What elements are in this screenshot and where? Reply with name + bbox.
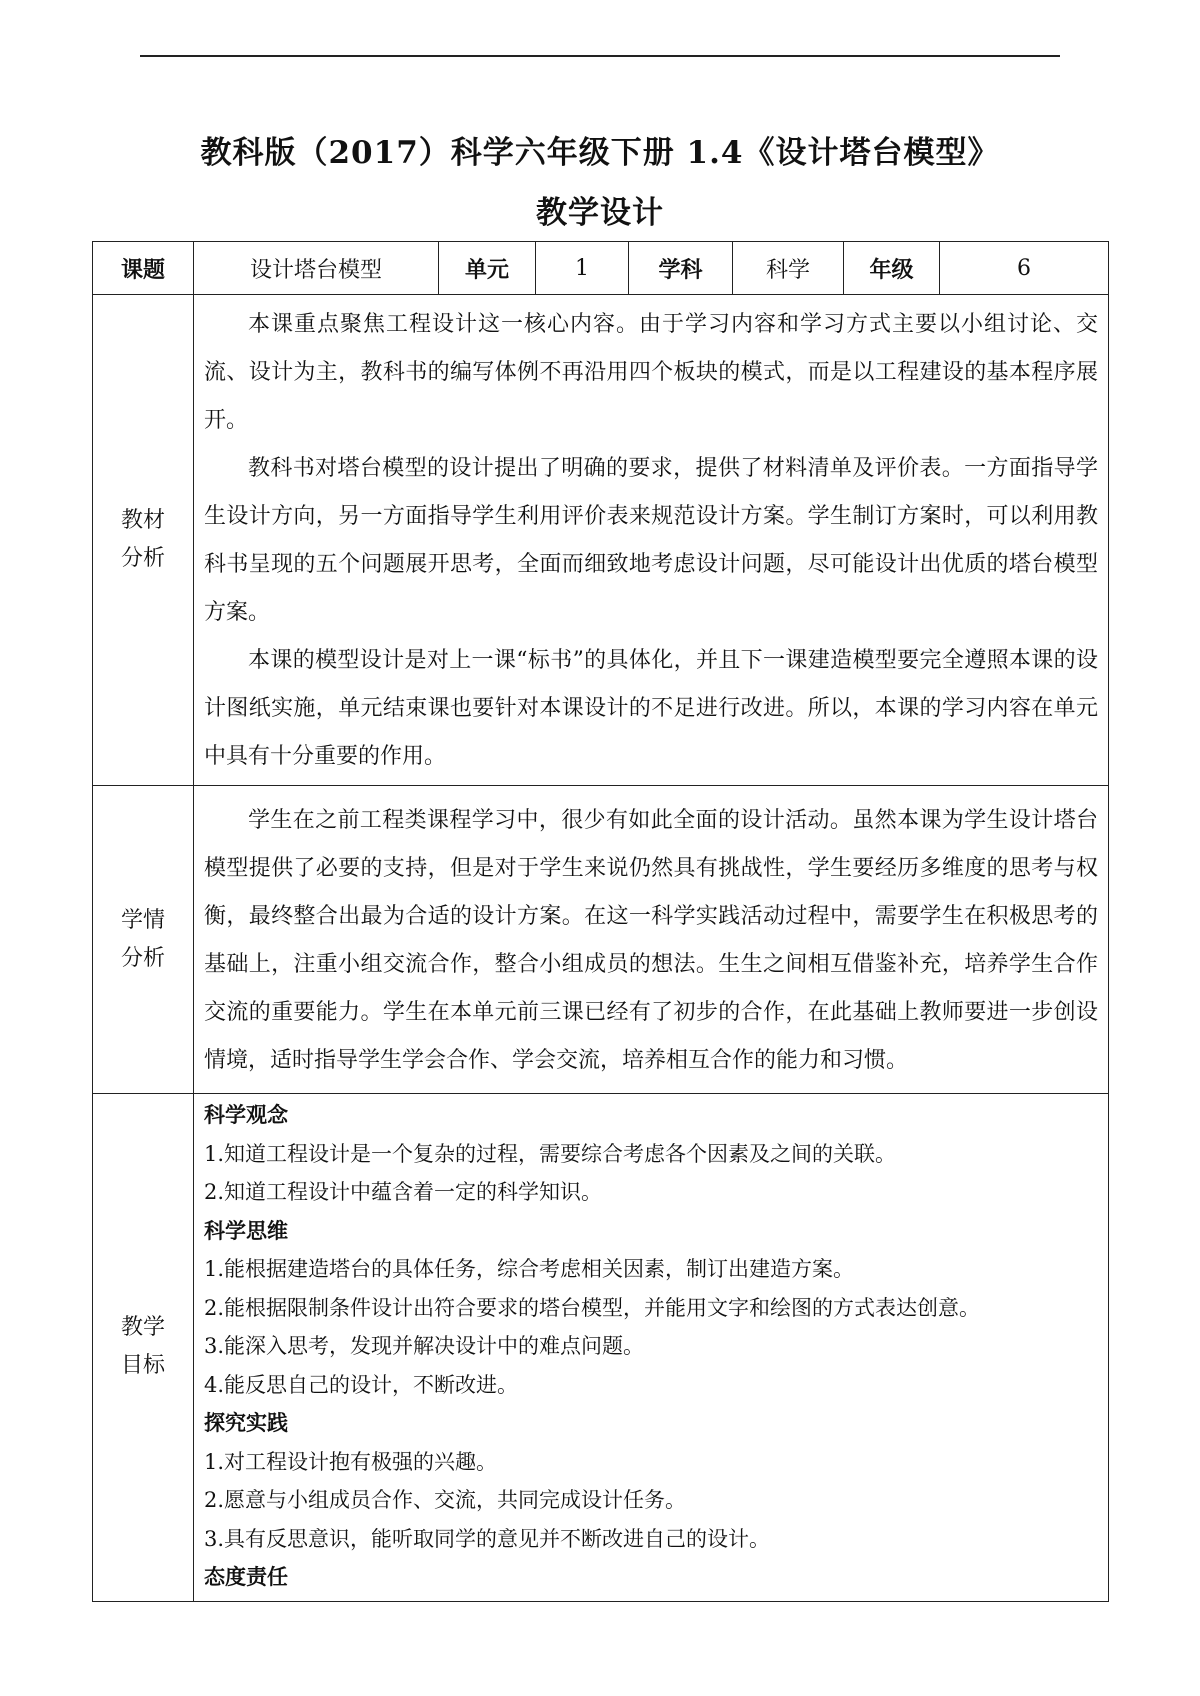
unit-value: 1	[536, 242, 629, 295]
goal-item: 1.能根据建造塔台的具体任务，综合考虑相关因素，制订出建造方案。	[204, 1257, 855, 1281]
unit-label: 单元	[439, 242, 536, 295]
students-row	[93, 786, 1109, 1094]
goal-item: 1.对工程设计抱有极强的兴趣。	[204, 1449, 498, 1474]
topic-label: 课题	[93, 242, 194, 295]
grade-value: 6	[940, 242, 1109, 295]
paragraph: 本课的模型设计是对上一课“标书”的具体化，并且下一课建造模型要完全遵照本课的设计图纸实施，单元结束课也要针对本课设计的不足进行改进。所以，本课的学习内容在单元中具有十分重要的作用。	[204, 648, 1098, 769]
topic-value: 设计塔台模型	[194, 242, 439, 295]
teaching-goals	[194, 1094, 1109, 1602]
materials-row	[93, 295, 1109, 786]
materials-analysis-text	[194, 295, 1109, 786]
goal-item: 2.知道工程设计中蕴含着一定的科学知识。	[204, 1180, 603, 1204]
paragraph: 学生在之前工程类课程学习中，很少有如此全面的设计活动。虽然本课为学生设计塔台模型提供了必要的支持，但是对于学生来说仍然具有挑战性，学生要经历多维度的思考与权衡，最终整合出最为合适的设计方案。在这一科学实践活动过程中，需要学生在积极思考的基础上，注重小组交流合作，整合小组成员的想法。生生之间相互借鉴补充，培养学生合作交流的重要能力。学生在本单元前三课已经有了初步的合作，在此基础上教师要进一步创设情境，适时指导学生学会合作、学会交流，培养相互合作的能力和习惯。	[204, 807, 1098, 1073]
goal-item: 2.能根据限制条件设计出符合要求的塔台模型，并能用文字和绘图的方式表达创意。	[204, 1295, 981, 1320]
subject-value: 科学	[733, 242, 844, 295]
goal-item: 3.能深入思考，发现并解决设计中的难点问题。	[204, 1334, 645, 1358]
paragraph: 教科书对塔台模型的设计提出了明确的要求，提供了材料清单及评价表。一方面指导学生设计方向，另一方面指导学生利用评价表来规范设计方案。学生制订方案时，可以利用教科书呈现的五个问题展开思考，全面而细致地考虑设计问题，尽可能设计出优质的塔台模型方案。	[204, 456, 1098, 625]
goals-label: 教学 目标	[93, 1094, 194, 1602]
materials-label: 教材 分析	[93, 295, 194, 786]
goal-item: 1.知道工程设计是一个复杂的过程，需要综合考虑各个因素及之间的关联。	[204, 1141, 897, 1166]
goal-item: 4.能反思自己的设计，不断改进。	[204, 1372, 519, 1397]
document-title: 教科版（2017）科学六年级下册 1.4《设计塔台模型》	[200, 135, 1000, 171]
goals-row	[93, 1094, 1109, 1602]
header-rule	[140, 55, 1060, 57]
paragraph: 本课重点聚焦工程设计这一核心内容。由于学习内容和学习方式主要以小组讨论、交流、设计为主，教科书的编写体例不再沿用四个板块的模式，而是以工程建设的基本程序展开。	[204, 312, 1098, 433]
goal-heading: 态度责任	[204, 1565, 288, 1589]
grade-label: 年级	[844, 242, 940, 295]
goal-heading: 探究实践	[204, 1411, 288, 1435]
goal-heading: 科学观念	[204, 1103, 288, 1127]
document-subtitle: 教学设计	[536, 195, 664, 231]
lesson-plan-table	[92, 241, 1109, 1602]
goal-item: 2.愿意与小组成员合作、交流，共同完成设计任务。	[204, 1488, 687, 1512]
goal-heading: 科学思维	[204, 1218, 288, 1243]
students-analysis-text	[194, 786, 1109, 1094]
goal-item: 3.具有反思意识，能听取同学的意见并不断改进自己的设计。	[204, 1526, 771, 1551]
subject-label: 学科	[629, 242, 733, 295]
header-row	[93, 242, 1109, 295]
students-label: 学情 分析	[93, 786, 194, 1094]
